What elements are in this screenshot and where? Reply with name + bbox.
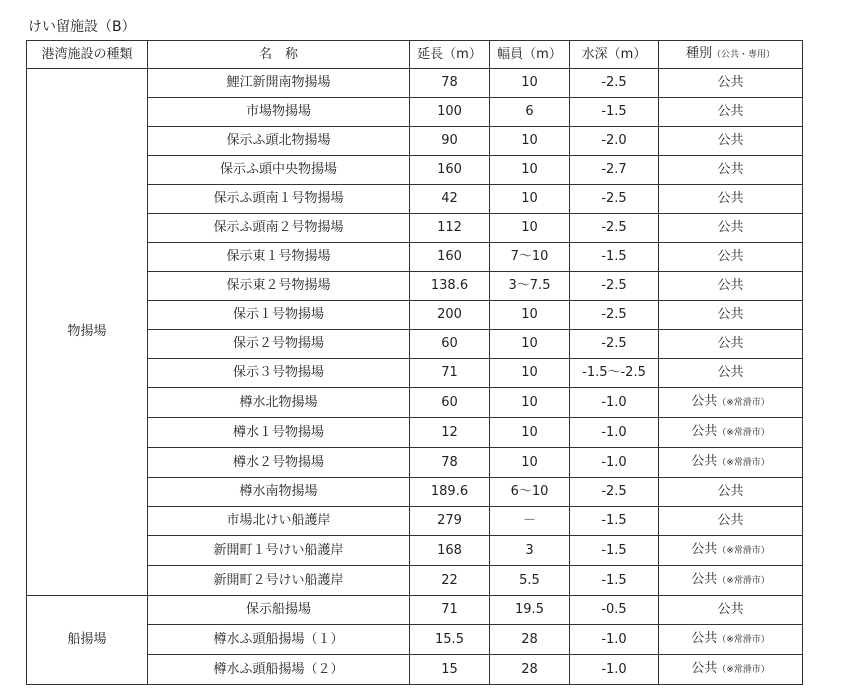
- depth-cell: -2.5: [570, 272, 659, 301]
- type-label: 公共: [717, 513, 744, 528]
- length-cell: 60: [410, 330, 490, 359]
- facility-name-cell: 樽水１号物揚場: [148, 418, 410, 448]
- facility-name-cell: 保示ふ頭南１号物揚場: [148, 185, 410, 214]
- width-cell: 3～7.5: [490, 272, 570, 301]
- facility-name-cell: 樽水２号物揚場: [148, 448, 410, 478]
- type-cell: [659, 330, 803, 359]
- length-cell: 100: [410, 98, 490, 127]
- facility-name-cell: 保示東１号物揚場: [148, 243, 410, 272]
- width-cell: 10: [490, 156, 570, 185]
- type-cell: [659, 507, 803, 536]
- table-row: [27, 596, 803, 625]
- depth-cell: -2.5: [570, 69, 659, 98]
- facility-name-cell: 保示船揚場: [148, 596, 410, 625]
- width-cell: 10: [490, 185, 570, 214]
- facility-name-cell: 保示ふ頭北物揚場: [148, 127, 410, 156]
- width-cell: 7～10: [490, 243, 570, 272]
- depth-cell: -1.5: [570, 566, 659, 596]
- facility-name-cell: 鯉江新開南物揚場: [148, 69, 410, 98]
- type-label: 公共: [717, 278, 744, 293]
- type-label: 公共: [717, 191, 744, 206]
- depth-cell: -1.5～-2.5: [570, 359, 659, 388]
- type-label: 公共: [717, 365, 744, 380]
- depth-cell: -1.0: [570, 448, 659, 478]
- type-cell: [659, 156, 803, 185]
- length-cell: 200: [410, 301, 490, 330]
- type-note: （※常滑市）: [717, 398, 770, 408]
- type-cell: [659, 388, 803, 418]
- length-cell: 112: [410, 214, 490, 243]
- type-label: 公共: [717, 220, 744, 235]
- facility-name-cell: 保示ふ頭中央物揚場: [148, 156, 410, 185]
- width-cell: 28: [490, 655, 570, 685]
- depth-cell: -2.5: [570, 214, 659, 243]
- depth-cell: -2.0: [570, 127, 659, 156]
- depth-cell: -1.5: [570, 98, 659, 127]
- length-cell: 279: [410, 507, 490, 536]
- width-cell: 10: [490, 330, 570, 359]
- type-note: （※常滑市）: [717, 635, 770, 645]
- length-cell: 189.6: [410, 478, 490, 507]
- facility-name-cell: 保示ふ頭南２号物揚場: [148, 214, 410, 243]
- length-cell: 71: [410, 359, 490, 388]
- type-cell: [659, 69, 803, 98]
- mooring-facilities-table: [26, 40, 803, 685]
- width-cell: 10: [490, 359, 570, 388]
- type-cell: [659, 185, 803, 214]
- type-cell: [659, 536, 803, 566]
- depth-cell: -1.0: [570, 625, 659, 655]
- type-cell: [659, 243, 803, 272]
- width-cell: 6: [490, 98, 570, 127]
- type-cell: [659, 418, 803, 448]
- table-caption: けい留施設（B）: [28, 19, 136, 35]
- facility-name-cell: 保示２号物揚場: [148, 330, 410, 359]
- header-name: 名 称: [148, 41, 410, 69]
- type-label: 公共: [717, 104, 744, 119]
- header-category: 港湾施設の種類: [27, 41, 148, 69]
- length-cell: 15: [410, 655, 490, 685]
- header-depth: 水深（m）: [570, 41, 659, 69]
- depth-cell: -1.5: [570, 243, 659, 272]
- type-label: 公共: [717, 484, 744, 499]
- length-cell: 90: [410, 127, 490, 156]
- header-length: 延長（m）: [410, 41, 490, 69]
- table-row: [27, 69, 803, 98]
- header-type-note: （公共・専用）: [712, 50, 776, 60]
- facility-name-cell: 樽水南物揚場: [148, 478, 410, 507]
- type-cell: [659, 448, 803, 478]
- facility-name-cell: 新開町１号けい船護岸: [148, 536, 410, 566]
- type-note: （※常滑市）: [717, 665, 770, 675]
- type-label: 公共: [717, 75, 744, 90]
- type-label: 公共: [717, 249, 744, 264]
- type-label: 公共: [691, 454, 718, 469]
- width-cell: 10: [490, 388, 570, 418]
- header-width: 幅員（m）: [490, 41, 570, 69]
- width-cell: 10: [490, 214, 570, 243]
- length-cell: 22: [410, 566, 490, 596]
- facility-name-cell: 樽水ふ頭船揚場（２）: [148, 655, 410, 685]
- facility-name-cell: 樽水北物揚場: [148, 388, 410, 418]
- length-cell: 78: [410, 69, 490, 98]
- width-cell: 10: [490, 127, 570, 156]
- facility-name-cell: 市場物揚場: [148, 98, 410, 127]
- depth-cell: -1.5: [570, 536, 659, 566]
- header-type-main: 種別: [685, 46, 712, 61]
- type-cell: [659, 566, 803, 596]
- facility-name-cell: 保示１号物揚場: [148, 301, 410, 330]
- type-note: （※常滑市）: [717, 576, 770, 586]
- type-label: 公共: [717, 307, 744, 322]
- depth-cell: -1.0: [570, 655, 659, 685]
- length-cell: 168: [410, 536, 490, 566]
- length-cell: 138.6: [410, 272, 490, 301]
- type-cell: [659, 214, 803, 243]
- type-label: 公共: [691, 631, 718, 646]
- header-row: [27, 41, 803, 69]
- type-cell: [659, 98, 803, 127]
- depth-cell: -1.5: [570, 507, 659, 536]
- depth-cell: -2.5: [570, 330, 659, 359]
- width-cell: 10: [490, 301, 570, 330]
- depth-cell: -2.5: [570, 478, 659, 507]
- category-cell: 船揚場: [27, 596, 148, 685]
- length-cell: 42: [410, 185, 490, 214]
- depth-cell: -0.5: [570, 596, 659, 625]
- type-label: 公共: [717, 602, 744, 617]
- type-label: 公共: [691, 394, 718, 409]
- category-cell: 物揚場: [27, 69, 148, 596]
- type-note: （※常滑市）: [717, 428, 770, 438]
- type-cell: [659, 625, 803, 655]
- length-cell: 78: [410, 448, 490, 478]
- facility-name-cell: 新開町２号けい船護岸: [148, 566, 410, 596]
- width-cell: 10: [490, 448, 570, 478]
- length-cell: 160: [410, 243, 490, 272]
- type-label: 公共: [717, 162, 744, 177]
- header-type: [659, 41, 803, 69]
- width-cell: 6～10: [490, 478, 570, 507]
- length-cell: 160: [410, 156, 490, 185]
- length-cell: 71: [410, 596, 490, 625]
- width-cell: 5.5: [490, 566, 570, 596]
- facility-name-cell: 保示３号物揚場: [148, 359, 410, 388]
- table-body: [27, 69, 803, 685]
- type-cell: [659, 359, 803, 388]
- width-cell: 10: [490, 69, 570, 98]
- type-label: 公共: [691, 661, 718, 676]
- type-label: 公共: [691, 424, 718, 439]
- depth-cell: -1.0: [570, 418, 659, 448]
- type-note: （※常滑市）: [717, 546, 770, 556]
- length-cell: 60: [410, 388, 490, 418]
- type-cell: [659, 301, 803, 330]
- type-label: 公共: [691, 572, 718, 587]
- facility-name-cell: 樽水ふ頭船揚場（１）: [148, 625, 410, 655]
- facility-name-cell: 保示東２号物揚場: [148, 272, 410, 301]
- type-label: 公共: [717, 336, 744, 351]
- type-cell: [659, 655, 803, 685]
- depth-cell: -2.5: [570, 185, 659, 214]
- depth-cell: -2.7: [570, 156, 659, 185]
- length-cell: 15.5: [410, 625, 490, 655]
- facility-name-cell: 市場北けい船護岸: [148, 507, 410, 536]
- depth-cell: -1.0: [570, 388, 659, 418]
- width-cell: 19.5: [490, 596, 570, 625]
- width-cell: －: [490, 507, 570, 536]
- type-cell: [659, 272, 803, 301]
- type-cell: [659, 127, 803, 156]
- depth-cell: -2.5: [570, 301, 659, 330]
- width-cell: 28: [490, 625, 570, 655]
- type-label: 公共: [691, 542, 718, 557]
- width-cell: 10: [490, 418, 570, 448]
- length-cell: 12: [410, 418, 490, 448]
- type-cell: [659, 596, 803, 625]
- type-label: 公共: [717, 133, 744, 148]
- type-note: （※常滑市）: [717, 458, 770, 468]
- width-cell: 3: [490, 536, 570, 566]
- type-cell: [659, 478, 803, 507]
